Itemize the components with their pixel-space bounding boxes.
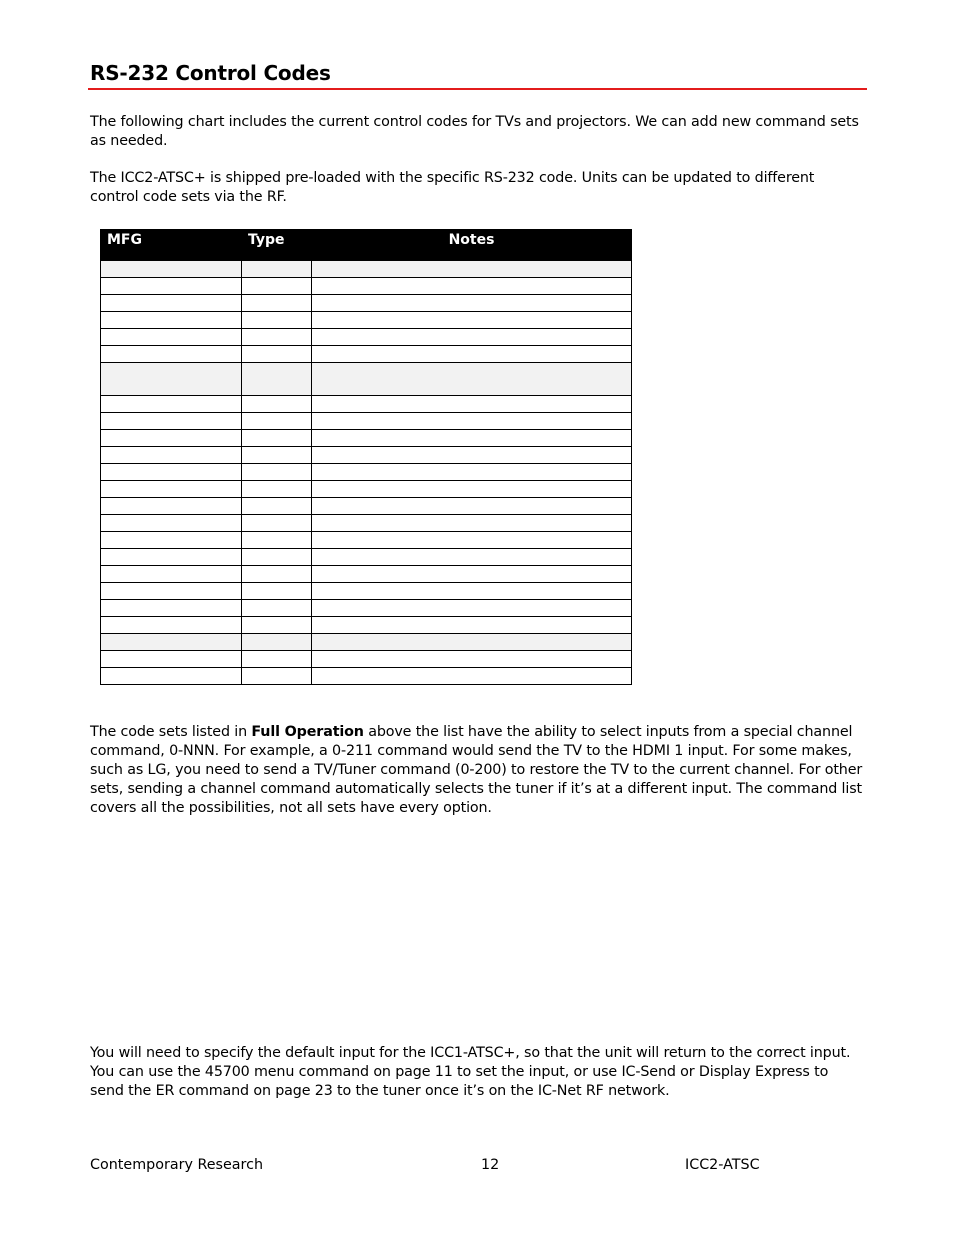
- default-input-paragraph: You will need to specify the default input for the ICC1-ATSC+, so that the unit will return to the correct input. You can use the 45700 menu command on page 11 to set the input, or use IC-Send or Display Express to send the ER command on page 23 to the tuner once it’s on the IC-Net RF network.: [90, 1045, 851, 1099]
- cell-mfg: [101, 261, 242, 278]
- full-operation-rest: above the list have the ability to select inputs from a special channel command, 0-NNN. For example, a 0-211 command would send the TV to the HDMI 1 input. For some makes, such as LG, you need to send a TV/Tuner command (0-200) to restore the TV to the current channel. For other sets, sending a channel command automatically selects the tuner if it’s at a different input. The command list covers all the possibilities, not all sets have every option.: [90, 724, 863, 816]
- cell-type: [242, 329, 312, 346]
- cell-type: [242, 278, 312, 295]
- table-row: [101, 634, 632, 651]
- table-row: [101, 447, 632, 464]
- cell-mfg: [101, 464, 242, 481]
- cell-type: [242, 617, 312, 634]
- cell-notes: [312, 583, 632, 600]
- cell-notes: [312, 481, 632, 498]
- cell-type: [242, 498, 312, 515]
- cell-notes: [312, 634, 632, 651]
- cell-notes: [312, 261, 632, 278]
- table-row: [101, 617, 632, 634]
- control-codes-table: [100, 229, 632, 685]
- cell-mfg: [101, 363, 242, 396]
- cell-notes: [312, 617, 632, 634]
- table-row: [101, 413, 632, 430]
- cell-type: [242, 651, 312, 668]
- cell-type: [242, 295, 312, 312]
- notes-column-header: Notes: [312, 230, 632, 261]
- heading-divider: [88, 88, 867, 90]
- type-column-header: Type: [242, 230, 312, 261]
- table-row: [101, 346, 632, 363]
- footer-product: ICC2-ATSC: [685, 1157, 760, 1173]
- cell-notes: [312, 566, 632, 583]
- cell-notes: [312, 498, 632, 515]
- cell-type: [242, 481, 312, 498]
- table-row: [101, 329, 632, 346]
- cell-type: [242, 566, 312, 583]
- cell-notes: [312, 668, 632, 685]
- cell-mfg: [101, 532, 242, 549]
- cell-notes: [312, 329, 632, 346]
- cell-mfg: [101, 583, 242, 600]
- cell-mfg: [101, 278, 242, 295]
- cell-mfg: [101, 430, 242, 447]
- full-operation-paragraph: [90, 723, 866, 818]
- table-row: [101, 278, 632, 295]
- cell-notes: [312, 600, 632, 617]
- cell-notes: [312, 549, 632, 566]
- cell-notes: [312, 464, 632, 481]
- cell-type: [242, 261, 312, 278]
- cell-notes: [312, 278, 632, 295]
- table-row: [101, 498, 632, 515]
- table-row: [101, 312, 632, 329]
- cell-notes: [312, 312, 632, 329]
- cell-mfg: [101, 668, 242, 685]
- cell-notes: [312, 396, 632, 413]
- cell-type: [242, 346, 312, 363]
- cell-type: [242, 396, 312, 413]
- table-row: [101, 600, 632, 617]
- cell-notes: [312, 295, 632, 312]
- page-title: RS-232 Control Codes: [90, 61, 331, 85]
- cell-type: [242, 464, 312, 481]
- cell-notes: [312, 651, 632, 668]
- cell-mfg: [101, 515, 242, 532]
- full-operation-prefix: The code sets listed in: [90, 724, 252, 740]
- table-row: [101, 464, 632, 481]
- table-row: [101, 261, 632, 278]
- shipped-paragraph: The ICC2-ATSC+ is shipped pre-loaded with the specific RS-232 code. Units can be updated to different control code sets via the RF.: [90, 170, 815, 205]
- table-header-row: [101, 230, 632, 261]
- cell-type: [242, 515, 312, 532]
- cell-notes: [312, 447, 632, 464]
- cell-notes: [312, 532, 632, 549]
- table-row: [101, 668, 632, 685]
- footer-page-number: 12: [481, 1157, 500, 1173]
- cell-mfg: [101, 329, 242, 346]
- cell-mfg: [101, 566, 242, 583]
- cell-type: [242, 634, 312, 651]
- table-row: [101, 549, 632, 566]
- table-row: [101, 430, 632, 447]
- cell-mfg: [101, 413, 242, 430]
- cell-mfg: [101, 600, 242, 617]
- cell-mfg: [101, 295, 242, 312]
- cell-mfg: [101, 346, 242, 363]
- intro-paragraph: The following chart includes the current control codes for TVs and projectors. We can add new command sets as needed.: [90, 114, 859, 149]
- table-row: [101, 532, 632, 549]
- table-row: [101, 566, 632, 583]
- cell-type: [242, 532, 312, 549]
- footer-company: Contemporary Research: [90, 1157, 264, 1173]
- cell-type: [242, 363, 312, 396]
- cell-mfg: [101, 396, 242, 413]
- mfg-column-header: MFG: [101, 230, 242, 261]
- cell-type: [242, 549, 312, 566]
- cell-mfg: [101, 651, 242, 668]
- table-row: [101, 295, 632, 312]
- cell-notes: [312, 515, 632, 532]
- cell-type: [242, 312, 312, 329]
- table-row: [101, 481, 632, 498]
- cell-type: [242, 447, 312, 464]
- table-row: [101, 515, 632, 532]
- cell-type: [242, 583, 312, 600]
- cell-notes: [312, 413, 632, 430]
- table-row: [101, 396, 632, 413]
- cell-type: [242, 668, 312, 685]
- table-body: [101, 261, 632, 685]
- cell-mfg: [101, 481, 242, 498]
- cell-notes: [312, 363, 632, 396]
- cell-mfg: [101, 634, 242, 651]
- table-row: [101, 651, 632, 668]
- cell-type: [242, 413, 312, 430]
- table-row: [101, 583, 632, 600]
- cell-mfg: [101, 447, 242, 464]
- cell-type: [242, 430, 312, 447]
- cell-notes: [312, 430, 632, 447]
- cell-mfg: [101, 617, 242, 634]
- table-row: [101, 363, 632, 396]
- cell-type: [242, 600, 312, 617]
- cell-notes: [312, 346, 632, 363]
- cell-mfg: [101, 312, 242, 329]
- cell-mfg: [101, 498, 242, 515]
- cell-mfg: [101, 549, 242, 566]
- full-operation-term: Full Operation: [251, 724, 364, 740]
